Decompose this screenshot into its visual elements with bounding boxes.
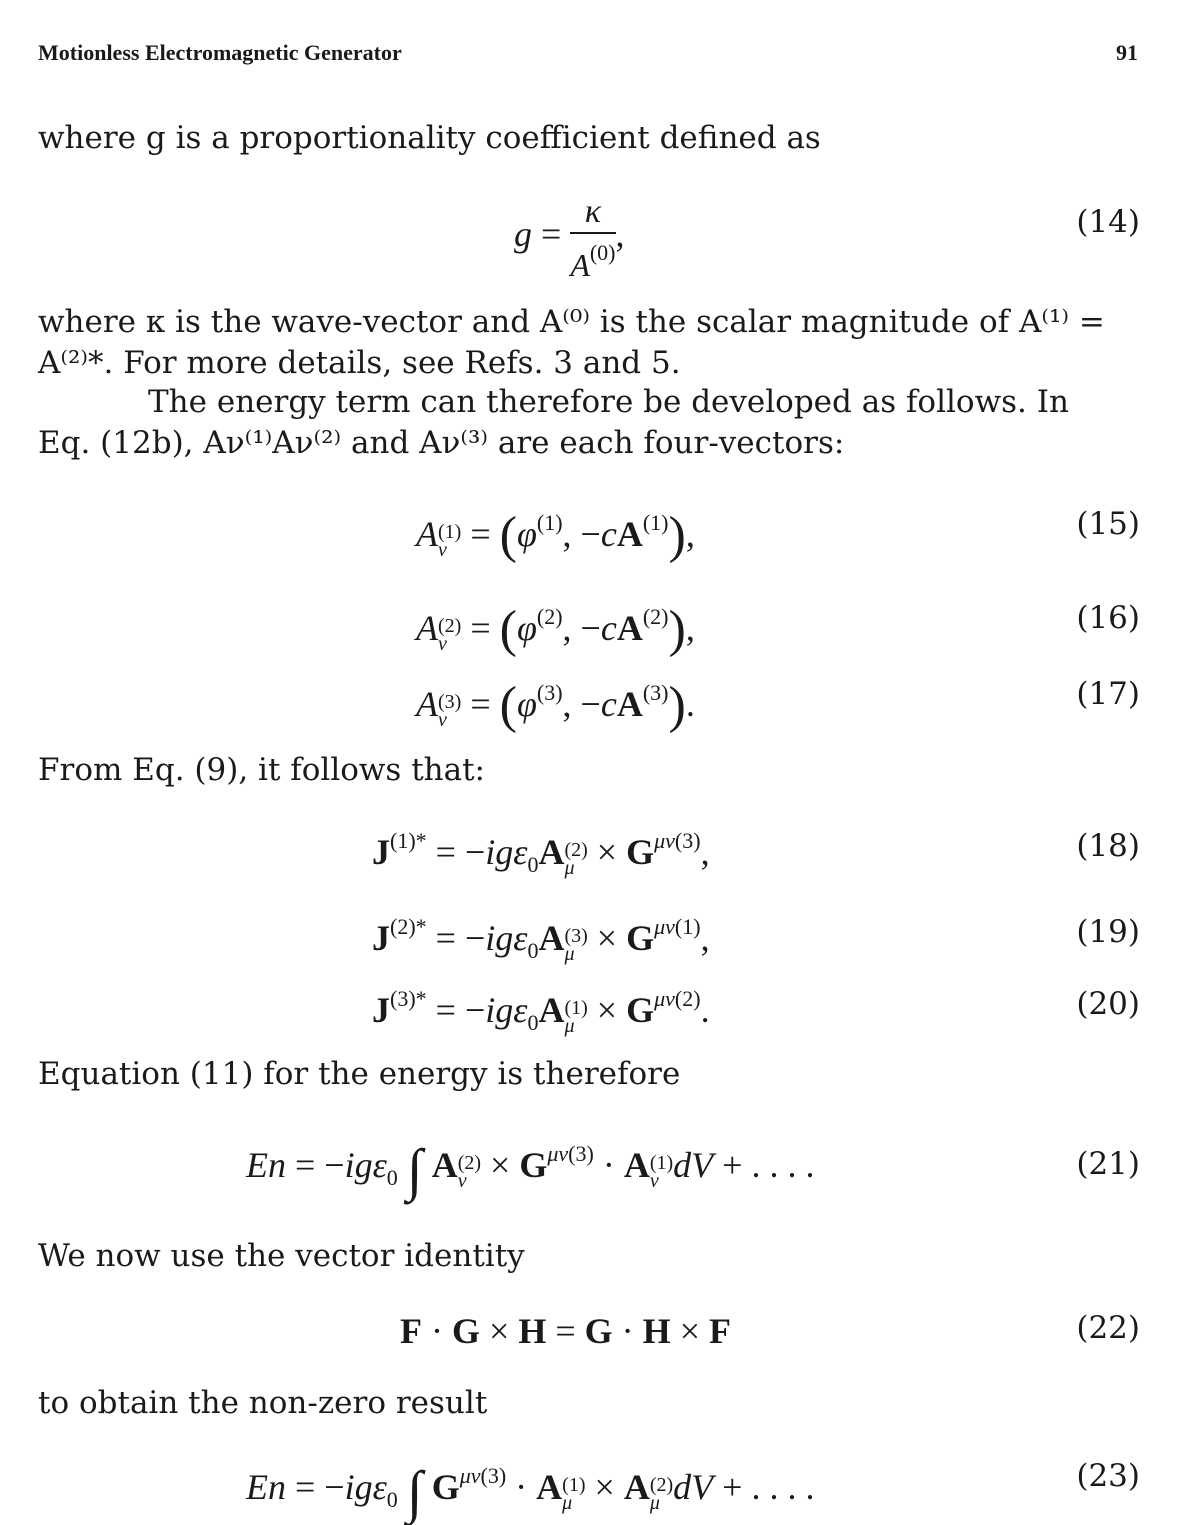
paragraph-3-line-1: The energy term can therefore be developed as follows. In — [148, 384, 1069, 420]
paragraph-6: We now use the vector identity — [38, 1238, 525, 1274]
equation-16 — [0, 594, 1186, 658]
equation-16-number: (16) — [1076, 600, 1140, 636]
page-number: 91 — [1116, 40, 1138, 65]
running-title: Motionless Electromagnetic Generator — [38, 40, 402, 65]
equation-19-body: $J^{(2)*} = -ig\varepsilon_0A$ (3) μ × $G^{\mu\nu(1)}$, — [372, 914, 710, 965]
equation-19 — [0, 908, 1186, 972]
equation-14-body: g = $\frac{\kappa}{A^{(0)}}$ , — [514, 193, 625, 283]
paragraph-2-line-1: where κ is the wave-vector and A⁽⁰⁾ is the scalar magnitude of A⁽¹⁾ = — [38, 304, 1105, 340]
equation-15-number: (15) — [1076, 506, 1140, 542]
equation-23-number: (23) — [1076, 1458, 1140, 1494]
equation-20-number: (20) — [1076, 986, 1140, 1022]
equation-21 — [0, 1130, 1186, 1210]
paragraph-2-line-2: A⁽²⁾*. For more details, see Refs. 3 and 5. — [38, 345, 681, 381]
equation-22-number: (22) — [1076, 1310, 1140, 1346]
equation-23-body: En = −igε$_0$ ∫ $G^{\mu\nu(3)} \cdot A$ (1) μ × A (2) μ dV + . . . . — [246, 1459, 815, 1524]
equation-22 — [0, 1304, 1186, 1368]
equation-15 — [0, 500, 1186, 564]
equation-17-number: (17) — [1076, 676, 1140, 712]
paragraph-3-line-2: Eq. (12b), Aν⁽¹⁾Aν⁽²⁾ and Aν⁽³⁾ are each four-vectors: — [38, 425, 845, 461]
equation-20 — [0, 980, 1186, 1044]
equation-21-number: (21) — [1076, 1146, 1140, 1182]
equation-22-body: F · G × H = G · H × F — [400, 1311, 731, 1351]
equation-23 — [0, 1452, 1186, 1524]
equation-14 — [0, 190, 1186, 283]
equation-21-body: En = −igε$_0$ ∫ A (2) ν × $G^{\mu\nu(3)} \cdot A$ (1) ν dV + . . . . — [246, 1137, 815, 1202]
paragraph-7: to obtain the non-zero result — [38, 1385, 488, 1421]
paragraph-1: where g is a proportionality coefficient defined as — [38, 120, 821, 156]
equation-16-body: A (2) ν = ($\varphi^{(2)}$, $-cA^{(2)}$), — [416, 601, 695, 658]
equation-15-body: A (1) ν = ($\varphi^{(1)}$, $-cA^{(1)}$), — [416, 507, 695, 564]
equation-14-number: (14) — [1076, 204, 1140, 240]
paragraph-5: Equation (11) for the energy is therefore — [38, 1056, 681, 1092]
equation-19-number: (19) — [1076, 914, 1140, 950]
equation-18 — [0, 822, 1186, 886]
equation-17 — [0, 670, 1186, 734]
equation-18-body: $J^{(1)*} = -ig\varepsilon_0A$ (2) μ × $G^{\mu\nu(3)}$, — [372, 828, 710, 879]
equation-17-body: A (3) ν = ($\varphi^{(3)}$, $-cA^{(3)}$). — [416, 677, 695, 734]
equation-20-body: $J^{(3)*} = -ig\varepsilon_0A$ (1) μ × $G^{\mu\nu(2)}$. — [372, 986, 710, 1037]
equation-18-number: (18) — [1076, 828, 1140, 864]
paragraph-4: From Eq. (9), it follows that: — [38, 752, 486, 788]
